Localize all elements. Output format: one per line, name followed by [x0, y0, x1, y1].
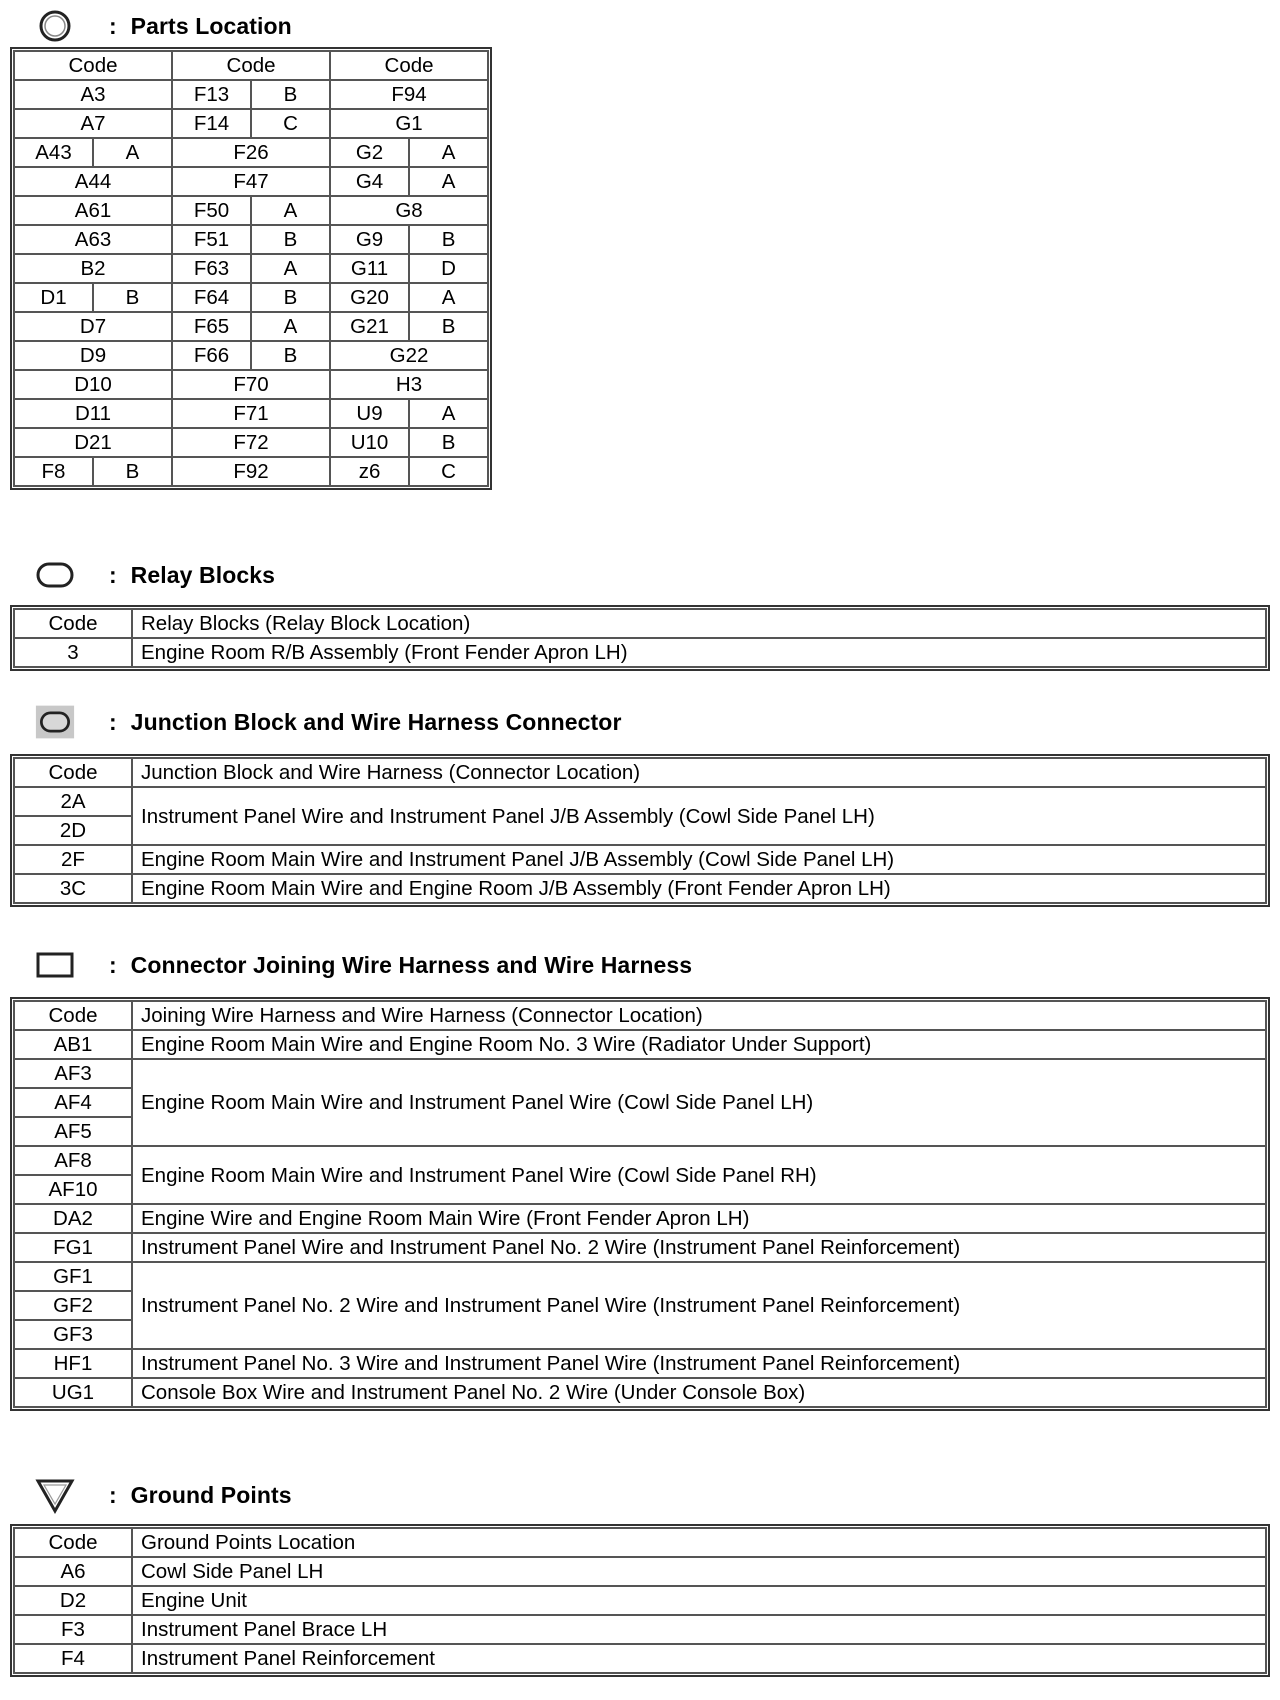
table-row: [14, 638, 1266, 667]
table-row: [14, 845, 1266, 874]
part-code-cell: A61: [14, 196, 172, 225]
table-row: [14, 399, 488, 428]
part-code-cell: F26: [172, 138, 330, 167]
relay-blocks-table: [13, 608, 1267, 668]
column-header-code: Code: [14, 758, 132, 787]
part-connector-letter-cell: B: [409, 428, 488, 457]
column-header-location: Ground Points Location: [132, 1528, 1266, 1557]
table-row: [14, 1586, 1266, 1615]
location-cell: Engine Room R/B Assembly (Front Fender Apron LH): [132, 638, 1266, 667]
table-row: [14, 1378, 1266, 1407]
part-code-cell: F94: [330, 80, 488, 109]
junction-block-title: Junction Block and Wire Harness Connector: [130, 708, 622, 735]
part-connector-letter-cell: B: [251, 225, 330, 254]
location-cell: Console Box Wire and Instrument Panel No. 2 Wire (Under Console Box): [132, 1378, 1266, 1407]
part-connector-letter-cell: B: [93, 457, 172, 486]
connector-joining-heading: [35, 945, 692, 985]
code-cell: D2: [14, 1586, 132, 1615]
code-cell: AB1: [14, 1030, 132, 1059]
table-row: [14, 312, 488, 341]
table-header-row: [14, 1001, 1266, 1030]
table-row: [14, 1615, 1266, 1644]
part-connector-letter-cell: B: [409, 312, 488, 341]
code-cell: F3: [14, 1615, 132, 1644]
code-cell: UG1: [14, 1378, 132, 1407]
part-code-cell: A63: [14, 225, 172, 254]
code-cell: GF2: [14, 1291, 132, 1320]
part-code-cell: F66: [172, 341, 251, 370]
table-row: [14, 80, 488, 109]
location-cell: Engine Unit: [132, 1586, 1266, 1615]
shaded-rounded-rect-symbol-icon: [35, 702, 75, 742]
code-cell: F4: [14, 1644, 132, 1673]
location-cell: Instrument Panel Wire and Instrument Panel No. 2 Wire (Instrument Panel Reinforcement): [132, 1233, 1266, 1262]
table-row: [14, 370, 488, 399]
column-header-code: Code: [14, 1528, 132, 1557]
relay-blocks-title: Relay Blocks: [130, 561, 276, 588]
part-code-cell: G1: [330, 109, 488, 138]
part-connector-letter-cell: B: [251, 283, 330, 312]
location-cell: Engine Room Main Wire and Instrument Panel Wire (Cowl Side Panel LH): [132, 1059, 1266, 1146]
part-code-cell: F64: [172, 283, 251, 312]
part-connector-letter-cell: B: [251, 341, 330, 370]
part-code-cell: F65: [172, 312, 251, 341]
code-cell: AF4: [14, 1088, 132, 1117]
part-connector-letter-cell: A: [251, 196, 330, 225]
table-row: [14, 109, 488, 138]
table-row: [14, 1644, 1266, 1673]
column-header-location: Junction Block and Wire Harness (Connector Location): [132, 758, 1266, 787]
part-connector-letter-cell: A: [409, 283, 488, 312]
table-row: [14, 1146, 1266, 1175]
part-code-cell: F51: [172, 225, 251, 254]
part-code-cell: F70: [172, 370, 330, 399]
part-connector-letter-cell: A: [251, 312, 330, 341]
code-cell: GF3: [14, 1320, 132, 1349]
part-code-cell: A44: [14, 167, 172, 196]
part-code-cell: B2: [14, 254, 172, 283]
location-cell: Instrument Panel Reinforcement: [132, 1644, 1266, 1673]
part-connector-letter-cell: A: [409, 138, 488, 167]
code-cell: 3: [14, 638, 132, 667]
table-row: [14, 225, 488, 254]
heading-colon: :: [109, 12, 117, 39]
column-header-code: Code: [14, 609, 132, 638]
column-header-code: Code: [172, 51, 330, 80]
table-row: [14, 457, 488, 486]
heading-colon: :: [109, 951, 117, 978]
part-code-cell: G2: [330, 138, 409, 167]
location-cell: Instrument Panel No. 2 Wire and Instrument Panel Wire (Instrument Panel Reinforcement): [132, 1262, 1266, 1349]
heading-colon: :: [109, 708, 117, 735]
column-header-location: Relay Blocks (Relay Block Location): [132, 609, 1266, 638]
location-cell: Engine Room Main Wire and Engine Room No. 3 Wire (Radiator Under Support): [132, 1030, 1266, 1059]
table-row: [14, 787, 1266, 816]
part-code-cell: F63: [172, 254, 251, 283]
triangle-symbol-icon: [35, 1475, 75, 1515]
part-connector-letter-cell: C: [409, 457, 488, 486]
code-cell: A6: [14, 1557, 132, 1586]
part-code-cell: G9: [330, 225, 409, 254]
parts-location-title: Parts Location: [130, 12, 292, 39]
location-cell: Cowl Side Panel LH: [132, 1557, 1266, 1586]
code-cell: 2D: [14, 816, 132, 845]
table-row: [14, 254, 488, 283]
code-cell: AF5: [14, 1117, 132, 1146]
location-cell: Engine Room Main Wire and Engine Room J/B Assembly (Front Fender Apron LH): [132, 874, 1266, 903]
location-cell: Instrument Panel No. 3 Wire and Instrument Panel Wire (Instrument Panel Reinforcement): [132, 1349, 1266, 1378]
part-code-cell: G4: [330, 167, 409, 196]
table-row: [14, 196, 488, 225]
code-cell: HF1: [14, 1349, 132, 1378]
part-connector-letter-cell: D: [409, 254, 488, 283]
part-code-cell: G8: [330, 196, 488, 225]
ground-points-table: [13, 1527, 1267, 1674]
part-code-cell: G11: [330, 254, 409, 283]
part-code-cell: A3: [14, 80, 172, 109]
location-cell: Instrument Panel Brace LH: [132, 1615, 1266, 1644]
rectangle-symbol-icon: [35, 945, 75, 985]
table-row: [14, 1349, 1266, 1378]
code-cell: DA2: [14, 1204, 132, 1233]
table-row: [14, 1059, 1266, 1088]
part-code-cell: D10: [14, 370, 172, 399]
part-code-cell: F50: [172, 196, 251, 225]
location-cell: Engine Wire and Engine Room Main Wire (Front Fender Apron LH): [132, 1204, 1266, 1233]
ground-points-title: Ground Points: [130, 1481, 292, 1508]
code-cell: FG1: [14, 1233, 132, 1262]
column-header-code: Code: [14, 1001, 132, 1030]
table-row: [14, 1030, 1266, 1059]
table-header-row: [14, 758, 1266, 787]
part-connector-letter-cell: A: [409, 167, 488, 196]
code-cell: 2A: [14, 787, 132, 816]
part-code-cell: F72: [172, 428, 330, 457]
part-connector-letter-cell: A: [251, 254, 330, 283]
junction-block-heading: [35, 702, 622, 742]
part-connector-letter-cell: C: [251, 109, 330, 138]
part-code-cell: F71: [172, 399, 330, 428]
table-row: [14, 1262, 1266, 1291]
table-row: [14, 1204, 1266, 1233]
part-code-cell: U9: [330, 399, 409, 428]
part-connector-letter-cell: A: [93, 138, 172, 167]
table-header-row: [14, 1528, 1266, 1557]
part-code-cell: F14: [172, 109, 251, 138]
code-cell: 2F: [14, 845, 132, 874]
rounded-rect-symbol-icon: [35, 555, 75, 595]
part-connector-letter-cell: A: [409, 399, 488, 428]
part-code-cell: F13: [172, 80, 251, 109]
column-header-code: Code: [14, 51, 172, 80]
code-cell: 3C: [14, 874, 132, 903]
part-code-cell: D7: [14, 312, 172, 341]
part-connector-letter-cell: B: [251, 80, 330, 109]
part-code-cell: D21: [14, 428, 172, 457]
table-row: [14, 341, 488, 370]
part-code-cell: A7: [14, 109, 172, 138]
part-code-cell: G21: [330, 312, 409, 341]
table-row: [14, 1233, 1266, 1262]
column-header-location: Joining Wire Harness and Wire Harness (Connector Location): [132, 1001, 1266, 1030]
connector-joining-table: [13, 1000, 1267, 1408]
part-code-cell: D1: [14, 283, 93, 312]
heading-colon: :: [109, 1481, 117, 1508]
part-code-cell: D9: [14, 341, 172, 370]
table-row: [14, 428, 488, 457]
part-code-cell: F8: [14, 457, 93, 486]
table-row: [14, 283, 488, 312]
circle-symbol-icon: [35, 6, 75, 46]
part-code-cell: z6: [330, 457, 409, 486]
table-row: [14, 874, 1266, 903]
part-code-cell: F92: [172, 457, 330, 486]
part-code-cell: U10: [330, 428, 409, 457]
part-connector-letter-cell: B: [93, 283, 172, 312]
heading-colon: :: [109, 561, 117, 588]
table-header-row: [14, 51, 488, 80]
table-header-row: [14, 609, 1266, 638]
relay-blocks-heading: [35, 555, 275, 595]
part-code-cell: H3: [330, 370, 488, 399]
part-connector-letter-cell: B: [409, 225, 488, 254]
connector-joining-title: Connector Joining Wire Harness and Wire Harness: [130, 951, 693, 978]
ground-points-heading: [35, 1475, 292, 1515]
column-header-code: Code: [330, 51, 488, 80]
table-row: [14, 167, 488, 196]
parts-location-table: [13, 50, 489, 487]
table-row: [14, 138, 488, 167]
code-cell: AF8: [14, 1146, 132, 1175]
code-cell: AF3: [14, 1059, 132, 1088]
code-cell: AF10: [14, 1175, 132, 1204]
location-cell: Engine Room Main Wire and Instrument Panel Wire (Cowl Side Panel RH): [132, 1146, 1266, 1204]
parts-location-heading: [35, 6, 292, 46]
code-cell: GF1: [14, 1262, 132, 1291]
junction-block-table: [13, 757, 1267, 904]
part-code-cell: D11: [14, 399, 172, 428]
part-code-cell: F47: [172, 167, 330, 196]
part-code-cell: G20: [330, 283, 409, 312]
location-cell: Instrument Panel Wire and Instrument Panel J/B Assembly (Cowl Side Panel LH): [132, 787, 1266, 845]
part-code-cell: G22: [330, 341, 488, 370]
part-code-cell: A43: [14, 138, 93, 167]
location-cell: Engine Room Main Wire and Instrument Panel J/B Assembly (Cowl Side Panel LH): [132, 845, 1266, 874]
table-row: [14, 1557, 1266, 1586]
